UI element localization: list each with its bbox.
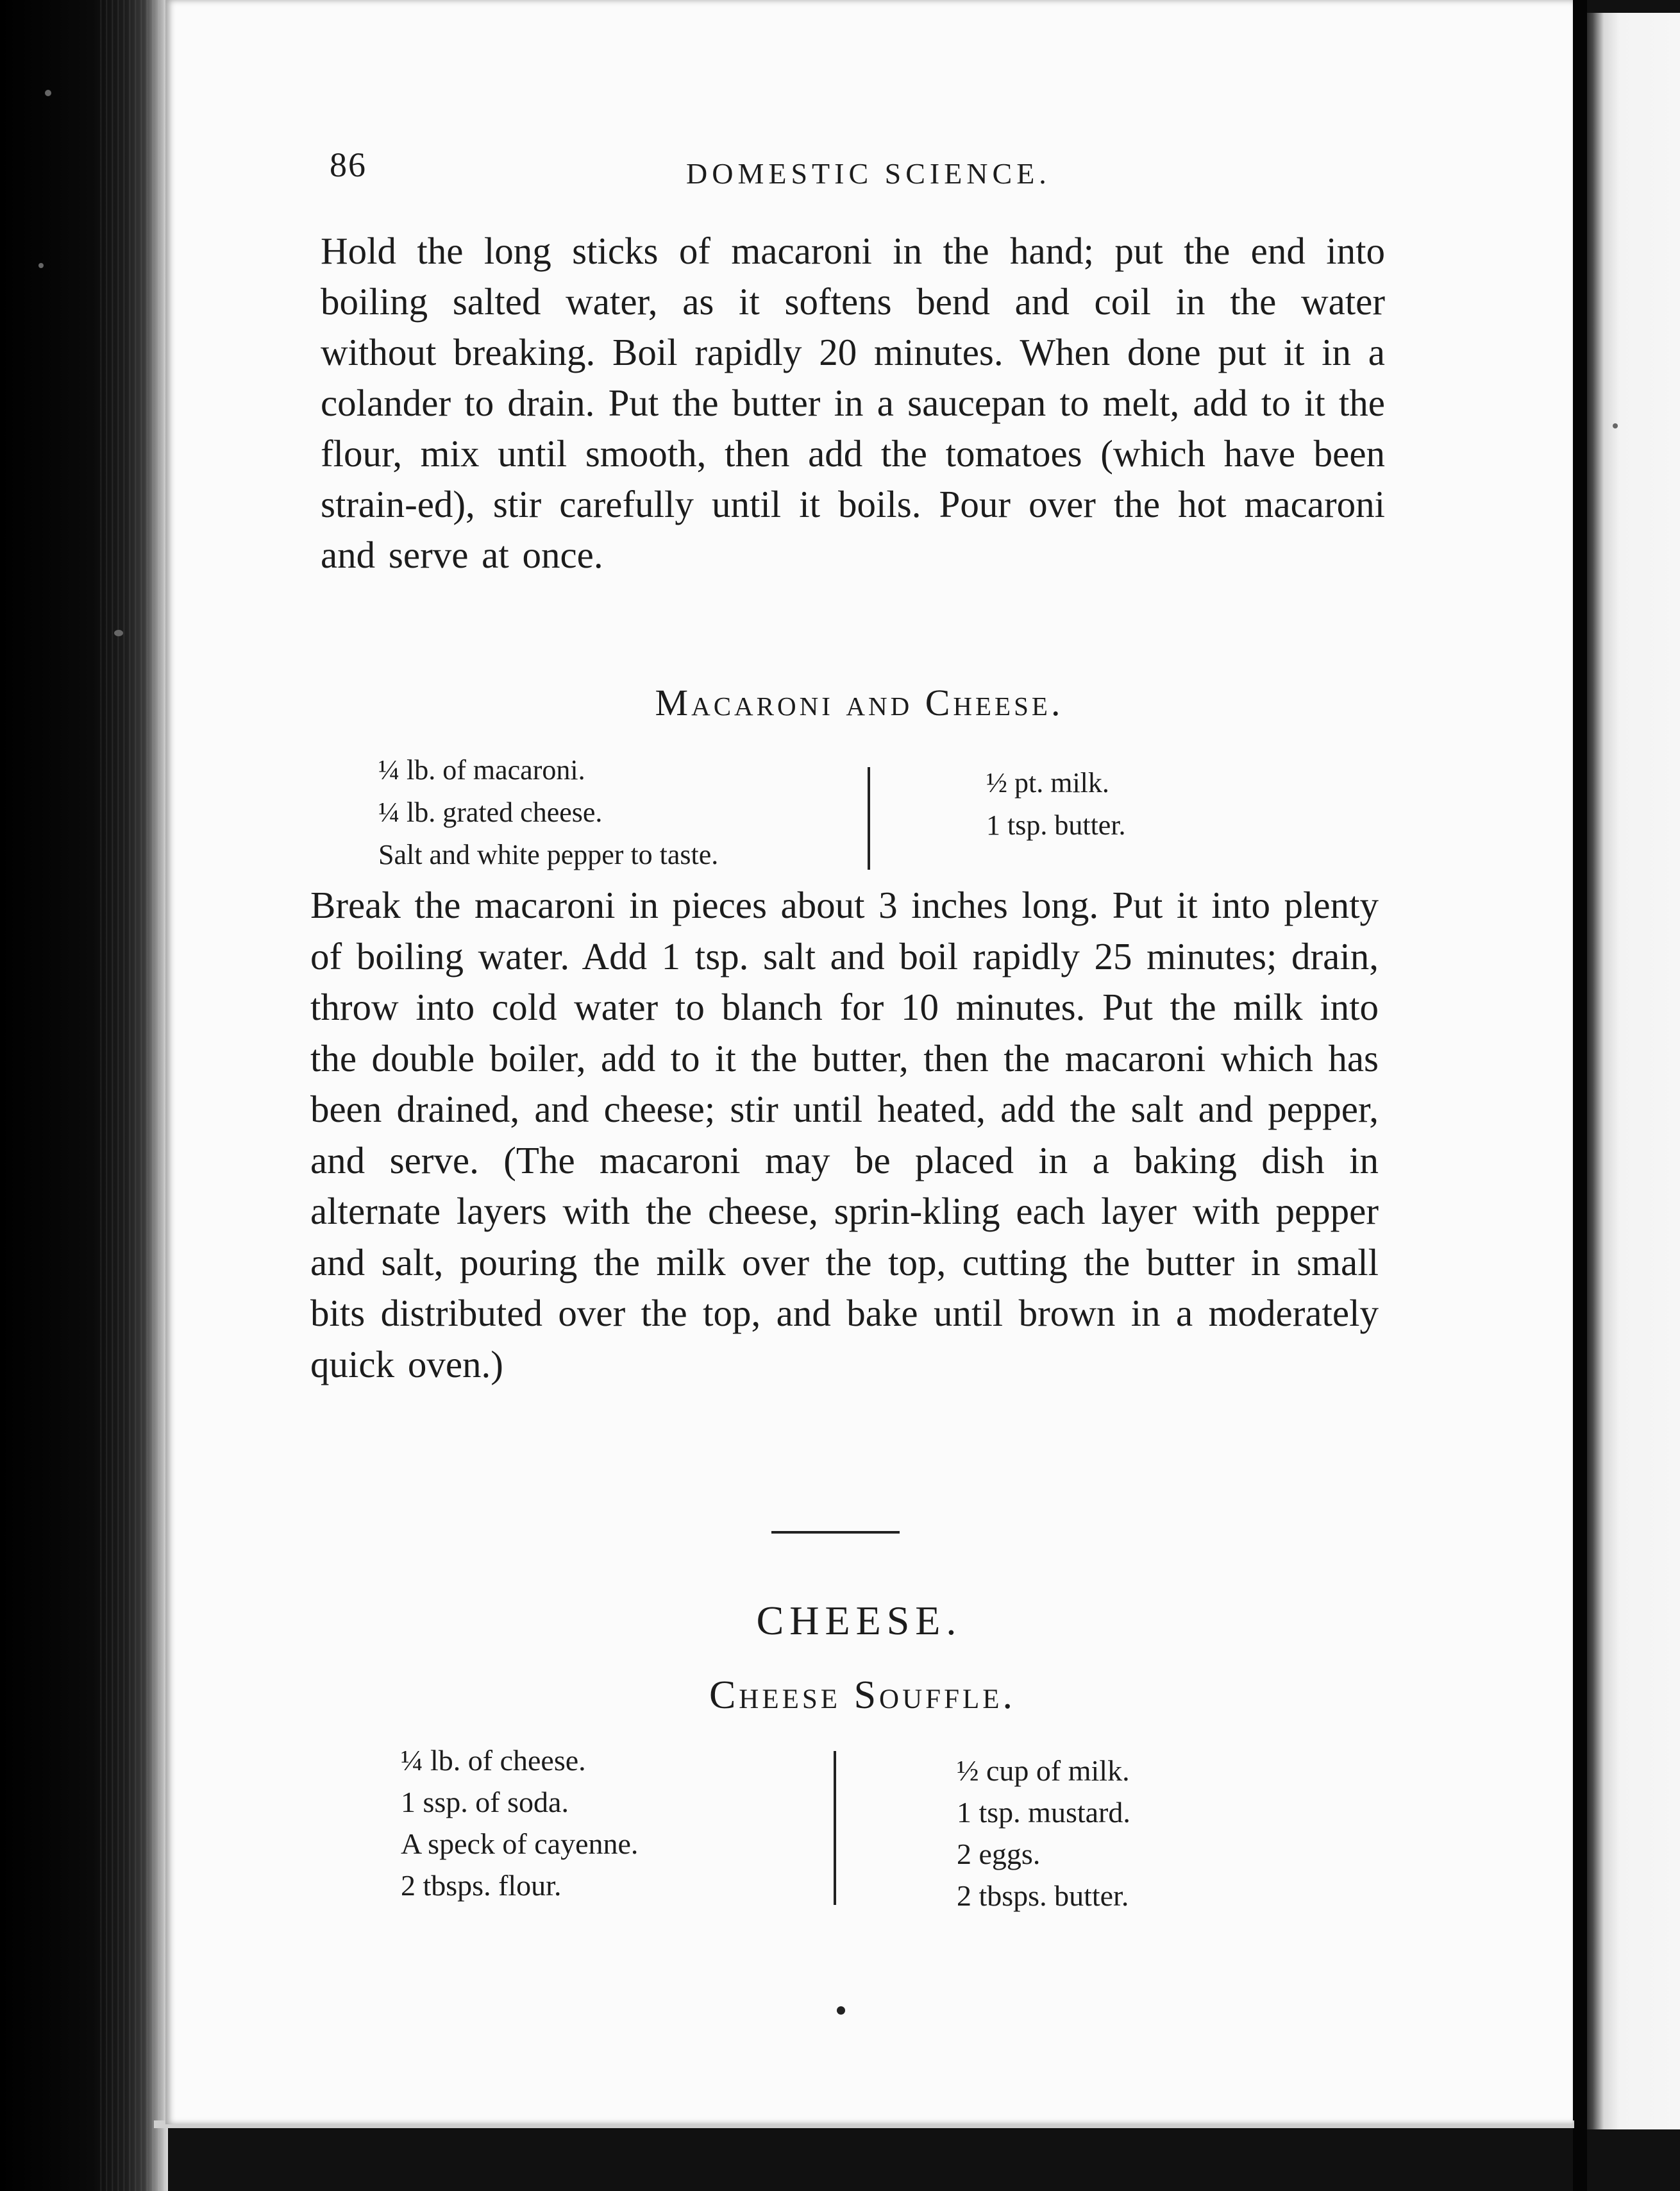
recipe-title-macaroni-and-cheese: Macaroni and Cheese. bbox=[655, 682, 1064, 723]
dust-speck bbox=[45, 90, 51, 96]
ingredient-item: 1 tsp. butter. bbox=[986, 809, 1126, 841]
running-title: DOMESTIC SCIENCE. bbox=[686, 157, 1051, 190]
dust-speck bbox=[1613, 423, 1618, 428]
ingredient-item: 1 ssp. of soda. bbox=[401, 1786, 569, 1818]
ingredient-item: 2 tbsps. flour. bbox=[401, 1869, 562, 1902]
ingredient-item: ½ cup of milk. bbox=[957, 1754, 1130, 1787]
ingredient-item: 2 eggs. bbox=[957, 1838, 1041, 1870]
ingredient-item: ¼ lb. grated cheese. bbox=[378, 797, 603, 828]
ingredient-item: ¼ lb. of cheese. bbox=[401, 1744, 586, 1777]
page-edges bbox=[96, 0, 167, 2191]
ink-dot bbox=[837, 2006, 845, 2015]
dust-speck bbox=[114, 630, 123, 636]
souffle-ingredient-list-right bbox=[957, 1750, 1130, 1916]
ingredient-divider bbox=[834, 1751, 836, 1905]
ingredient-divider bbox=[868, 767, 870, 870]
ingredient-item: Salt and white pepper to taste. bbox=[378, 839, 719, 870]
gutter bbox=[1573, 0, 1587, 2191]
ingredient-item: 2 tbsps. butter. bbox=[957, 1879, 1129, 1912]
paragraph-macaroni-tomato: Hold the long sticks of macaroni in the hand; put the end into boiling salted water, as it softens bend and coil in the water without breaking. Boil rapidly 20 minutes. When done put it in a colander to drain. Put the butter in a saucepan to melt, add to it the flour, mix until smooth, then add the tomatoes (which have been strain-ed), stir carefully until it boils. Pour over the hot macaroni and serve at once. bbox=[321, 230, 1385, 576]
page-number: 86 bbox=[330, 146, 367, 184]
section-divider bbox=[771, 1531, 900, 1534]
ingredient-item: A speck of cayenne. bbox=[401, 1827, 639, 1860]
ingredient-list-left bbox=[378, 749, 718, 876]
ingredient-item: 1 tsp. mustard. bbox=[957, 1796, 1130, 1829]
recipe-title-cheese-souffle: Cheese Souffle. bbox=[709, 1673, 1016, 1717]
dust-speck bbox=[38, 263, 44, 268]
ingredient-item: ¼ lb. of macaroni. bbox=[378, 754, 585, 786]
paragraph-macaroni-and-cheese-directions: Break the macaroni in pieces about 3 inches long. Put it into plenty of boiling water. Add 1 tsp. salt and boil rapidly 25 minutes; drain, throw into cold water to blanch for 10 minutes. Put the milk into the double boiler, add to it the butter, then the macaroni which has been drained, and cheese; stir until heated, add the salt and pepper, and serve. (The macaroni may be placed in a baking dish in alternate layers with the cheese, sprin-kling each layer with pepper and salt, pouring the milk over the top, cutting the butter in small bits distributed over the top, and bake until brown in a moderately quick oven.) bbox=[310, 884, 1379, 1385]
ingredient-list-right bbox=[986, 762, 1126, 847]
adjacent-page-edge bbox=[1587, 13, 1680, 2129]
ingredient-item: ½ pt. milk. bbox=[986, 767, 1109, 799]
section-title-cheese: CHEESE. bbox=[756, 1598, 962, 1643]
souffle-ingredient-list-left bbox=[401, 1739, 638, 1906]
